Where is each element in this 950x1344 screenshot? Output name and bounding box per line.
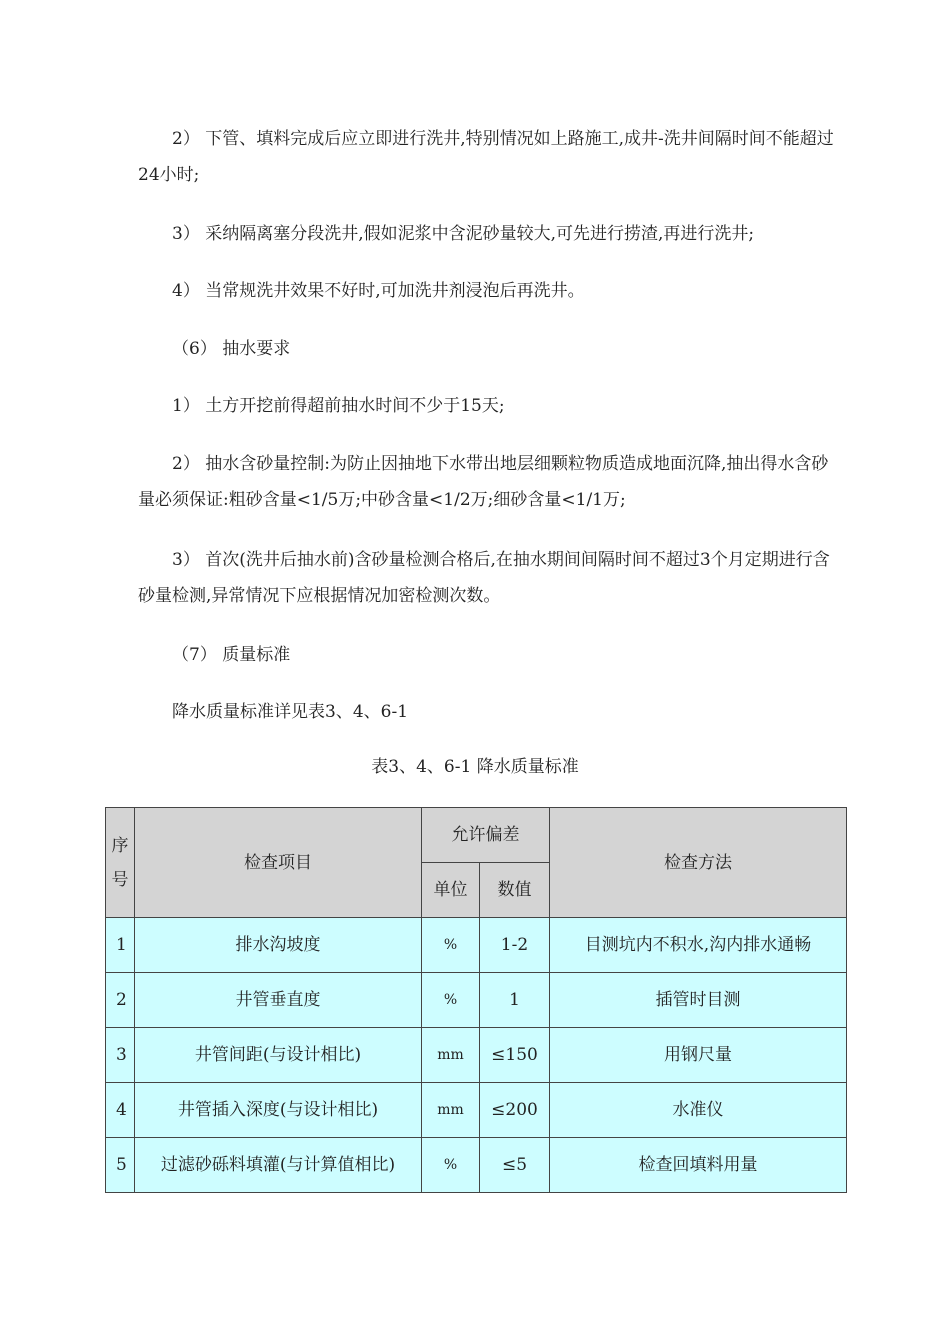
table-row (106, 1083, 847, 1138)
cell-seq: 5 (106, 1138, 135, 1193)
cell-seq: 4 (106, 1083, 135, 1138)
cell-unit: mm (422, 1028, 480, 1083)
cell-value: 1-2 (480, 918, 550, 973)
cell-value: ≤5 (480, 1138, 550, 1193)
cell-item: 排水沟坡度 (135, 918, 422, 973)
table-row (106, 918, 847, 973)
paragraph-pumping-time: 1） 土方开挖前得超前抽水时间不少于15天; (172, 396, 505, 416)
cell-value: ≤200 (480, 1083, 550, 1138)
table-row (106, 1138, 847, 1193)
cell-item: 井管插入深度(与设计相比) (135, 1083, 422, 1138)
header-tolerance: 允许偏差 (422, 808, 550, 863)
header-value: 数值 (480, 863, 550, 918)
quality-standard-table (105, 807, 847, 1193)
cell-method: 目测坑内不积水,沟内排水通畅 (550, 918, 847, 973)
header-seq-line2: 号 (111, 869, 129, 890)
header-seq (106, 808, 135, 918)
paragraph-sand-content-testing: 3） 首次(洗井后抽水前)含砂量检测合格后,在抽水期间间隔时间不超过3个月定期进行含砂量检测,异常情况下应根据情况加密检测次数。 (138, 550, 830, 606)
cell-method: 水准仪 (550, 1083, 847, 1138)
cell-item: 过滤砂砾料填灌(与计算值相比) (135, 1138, 422, 1193)
table-row (106, 1028, 847, 1083)
header-unit: 单位 (422, 863, 480, 918)
cell-seq: 1 (106, 918, 135, 973)
table-caption: 表3、4、6-1 降水质量标准 (371, 757, 579, 777)
cell-method: 用钢尺量 (550, 1028, 847, 1083)
cell-unit: % (422, 1138, 480, 1193)
cell-unit: % (422, 918, 480, 973)
table-row (106, 973, 847, 1028)
cell-item: 井管间距(与设计相比) (135, 1028, 422, 1083)
paragraph-table-reference: 降水质量标准详见表3、4、6-1 (172, 702, 409, 722)
cell-method: 检查回填料用量 (550, 1138, 847, 1193)
header-item: 检查项目 (135, 808, 422, 918)
paragraph-wash-agent: 4） 当常规洗井效果不好时,可加洗井剂浸泡后再洗井。 (172, 281, 585, 301)
cell-value: 1 (480, 973, 550, 1028)
cell-value: ≤150 (480, 1028, 550, 1083)
cell-unit: mm (422, 1083, 480, 1138)
paragraph-wash-after-pipe: 2） 下管、填料完成后应立即进行洗井,特别情况如上路施工,成井-洗井间隔时间不能超过24小时; (138, 129, 834, 185)
header-seq-line1: 序 (111, 835, 129, 856)
table-header-row (106, 808, 847, 863)
cell-seq: 3 (106, 1028, 135, 1083)
cell-unit: % (422, 973, 480, 1028)
header-method: 检查方法 (550, 808, 847, 918)
cell-method: 插管时目测 (550, 973, 847, 1028)
paragraph-sand-content-control: 2） 抽水含砂量控制:为防止因抽地下水带出地层细颗粒物质造成地面沉降,抽出得水含砂量必须保证:粗砂含量<1/5万;中砂含量<1/2万;细砂含量<1/1万; (138, 454, 829, 510)
section-heading-pumping-requirements: （6） 抽水要求 (172, 339, 291, 359)
section-heading-quality-standard: （7） 质量标准 (172, 645, 291, 665)
paragraph-segmented-wash: 3） 采纳隔离塞分段洗井,假如泥浆中含泥砂量较大,可先进行捞渣,再进行洗井; (172, 224, 755, 244)
cell-seq: 2 (106, 973, 135, 1028)
cell-item: 井管垂直度 (135, 973, 422, 1028)
